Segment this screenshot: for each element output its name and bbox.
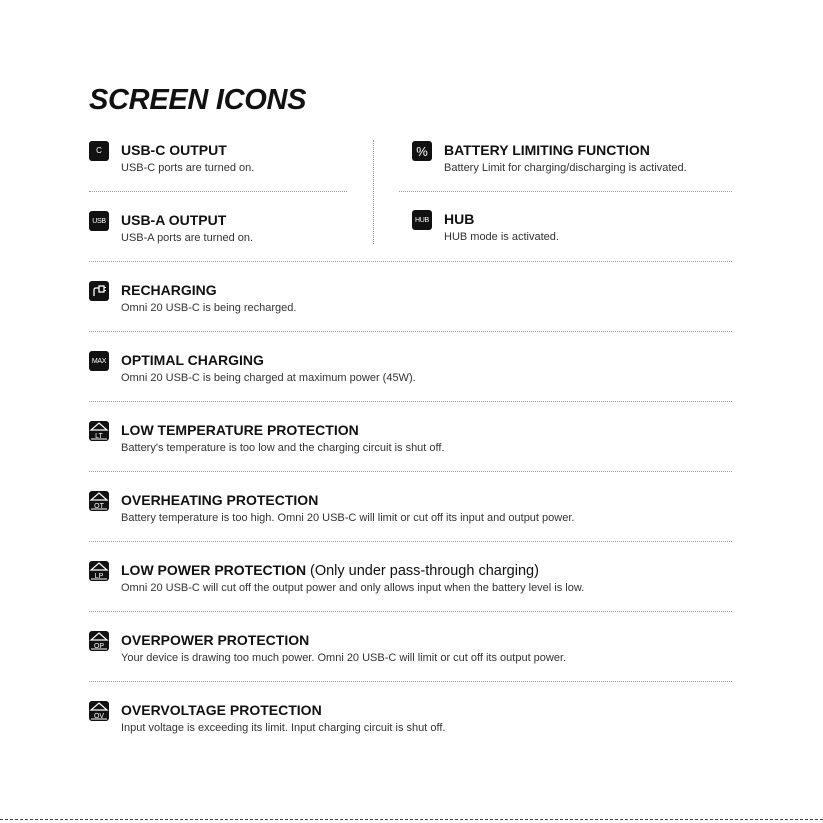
entry-title: USB-A OUTPUT <box>121 212 227 228</box>
entry-title: OVERHEATING PROTECTION <box>121 492 319 508</box>
entry-description: Battery Limit for charging/discharging is activated. <box>444 162 687 174</box>
entry-description: USB-C ports are turned on. <box>121 162 255 174</box>
entry-title-note: (Only under pass-through charging) <box>310 563 539 579</box>
entry-description: Input voltage is exceeding its limit. Input charging circuit is shut off. <box>121 722 446 734</box>
svg-text:OP: OP <box>93 643 105 650</box>
entry-description: USB-A ports are turned on. <box>121 232 254 244</box>
entry-title: USB-C OUTPUT <box>121 142 227 158</box>
page-bottom-border <box>0 819 823 820</box>
svg-text:LT: LT <box>95 433 103 440</box>
entry-title: RECHARGING <box>121 282 217 298</box>
recharging-plug-icon <box>89 281 109 301</box>
column-divider <box>373 140 374 244</box>
overheating-warning-icon <box>89 491 109 511</box>
entry-description: Battery temperature is too high. Omni 20 USB-C will limit or cut off its input and output power. <box>121 512 575 524</box>
entry-title: OPTIMAL CHARGING <box>121 352 264 368</box>
entry-title: HUB <box>444 211 475 227</box>
svg-text:LP: LP <box>94 573 104 580</box>
entry-title: LOW POWER PROTECTION (Only under pass-through charging) <box>121 562 539 579</box>
entry-description: Omni 20 USB-C will cut off the output power and only allows input when the battery level is low. <box>121 582 585 594</box>
entry-title: OVERPOWER PROTECTION <box>121 632 310 648</box>
divider <box>89 471 732 472</box>
usb-c-icon: C <box>89 141 109 161</box>
entry-title: LOW TEMPERATURE PROTECTION <box>121 422 359 438</box>
hub-icon: HUB <box>412 210 432 230</box>
entry-description: Omni 20 USB-C is being recharged. <box>121 302 297 314</box>
usb-a-icon: USB <box>89 211 109 231</box>
divider <box>89 191 347 192</box>
divider <box>89 611 732 612</box>
battery-limit-icon: % <box>412 141 432 161</box>
entry-description: Your device is drawing too much power. Omni 20 USB-C will limit or cut off its output power. <box>121 652 567 664</box>
svg-text:OT: OT <box>94 503 104 510</box>
overpower-warning-icon <box>89 631 109 651</box>
entry-title: OVERVOLTAGE PROTECTION <box>121 702 322 718</box>
entry-description: HUB mode is activated. <box>444 231 559 243</box>
divider <box>89 681 732 682</box>
divider <box>89 331 732 332</box>
entry-description: Battery's temperature is too low and the charging circuit is shut off. <box>121 442 445 454</box>
low-temperature-warning-icon <box>89 421 109 441</box>
max-icon: MAX <box>89 351 109 371</box>
svg-text:OV: OV <box>93 713 105 720</box>
divider <box>89 541 732 542</box>
divider <box>89 261 732 262</box>
page-title: SCREEN ICONS <box>89 84 307 116</box>
low-power-warning-icon <box>89 561 109 581</box>
divider <box>399 191 732 192</box>
divider <box>89 401 732 402</box>
entry-title: BATTERY LIMITING FUNCTION <box>444 142 650 158</box>
entry-description: Omni 20 USB-C is being charged at maximum power (45W). <box>121 372 416 384</box>
overvoltage-warning-icon <box>89 701 109 721</box>
